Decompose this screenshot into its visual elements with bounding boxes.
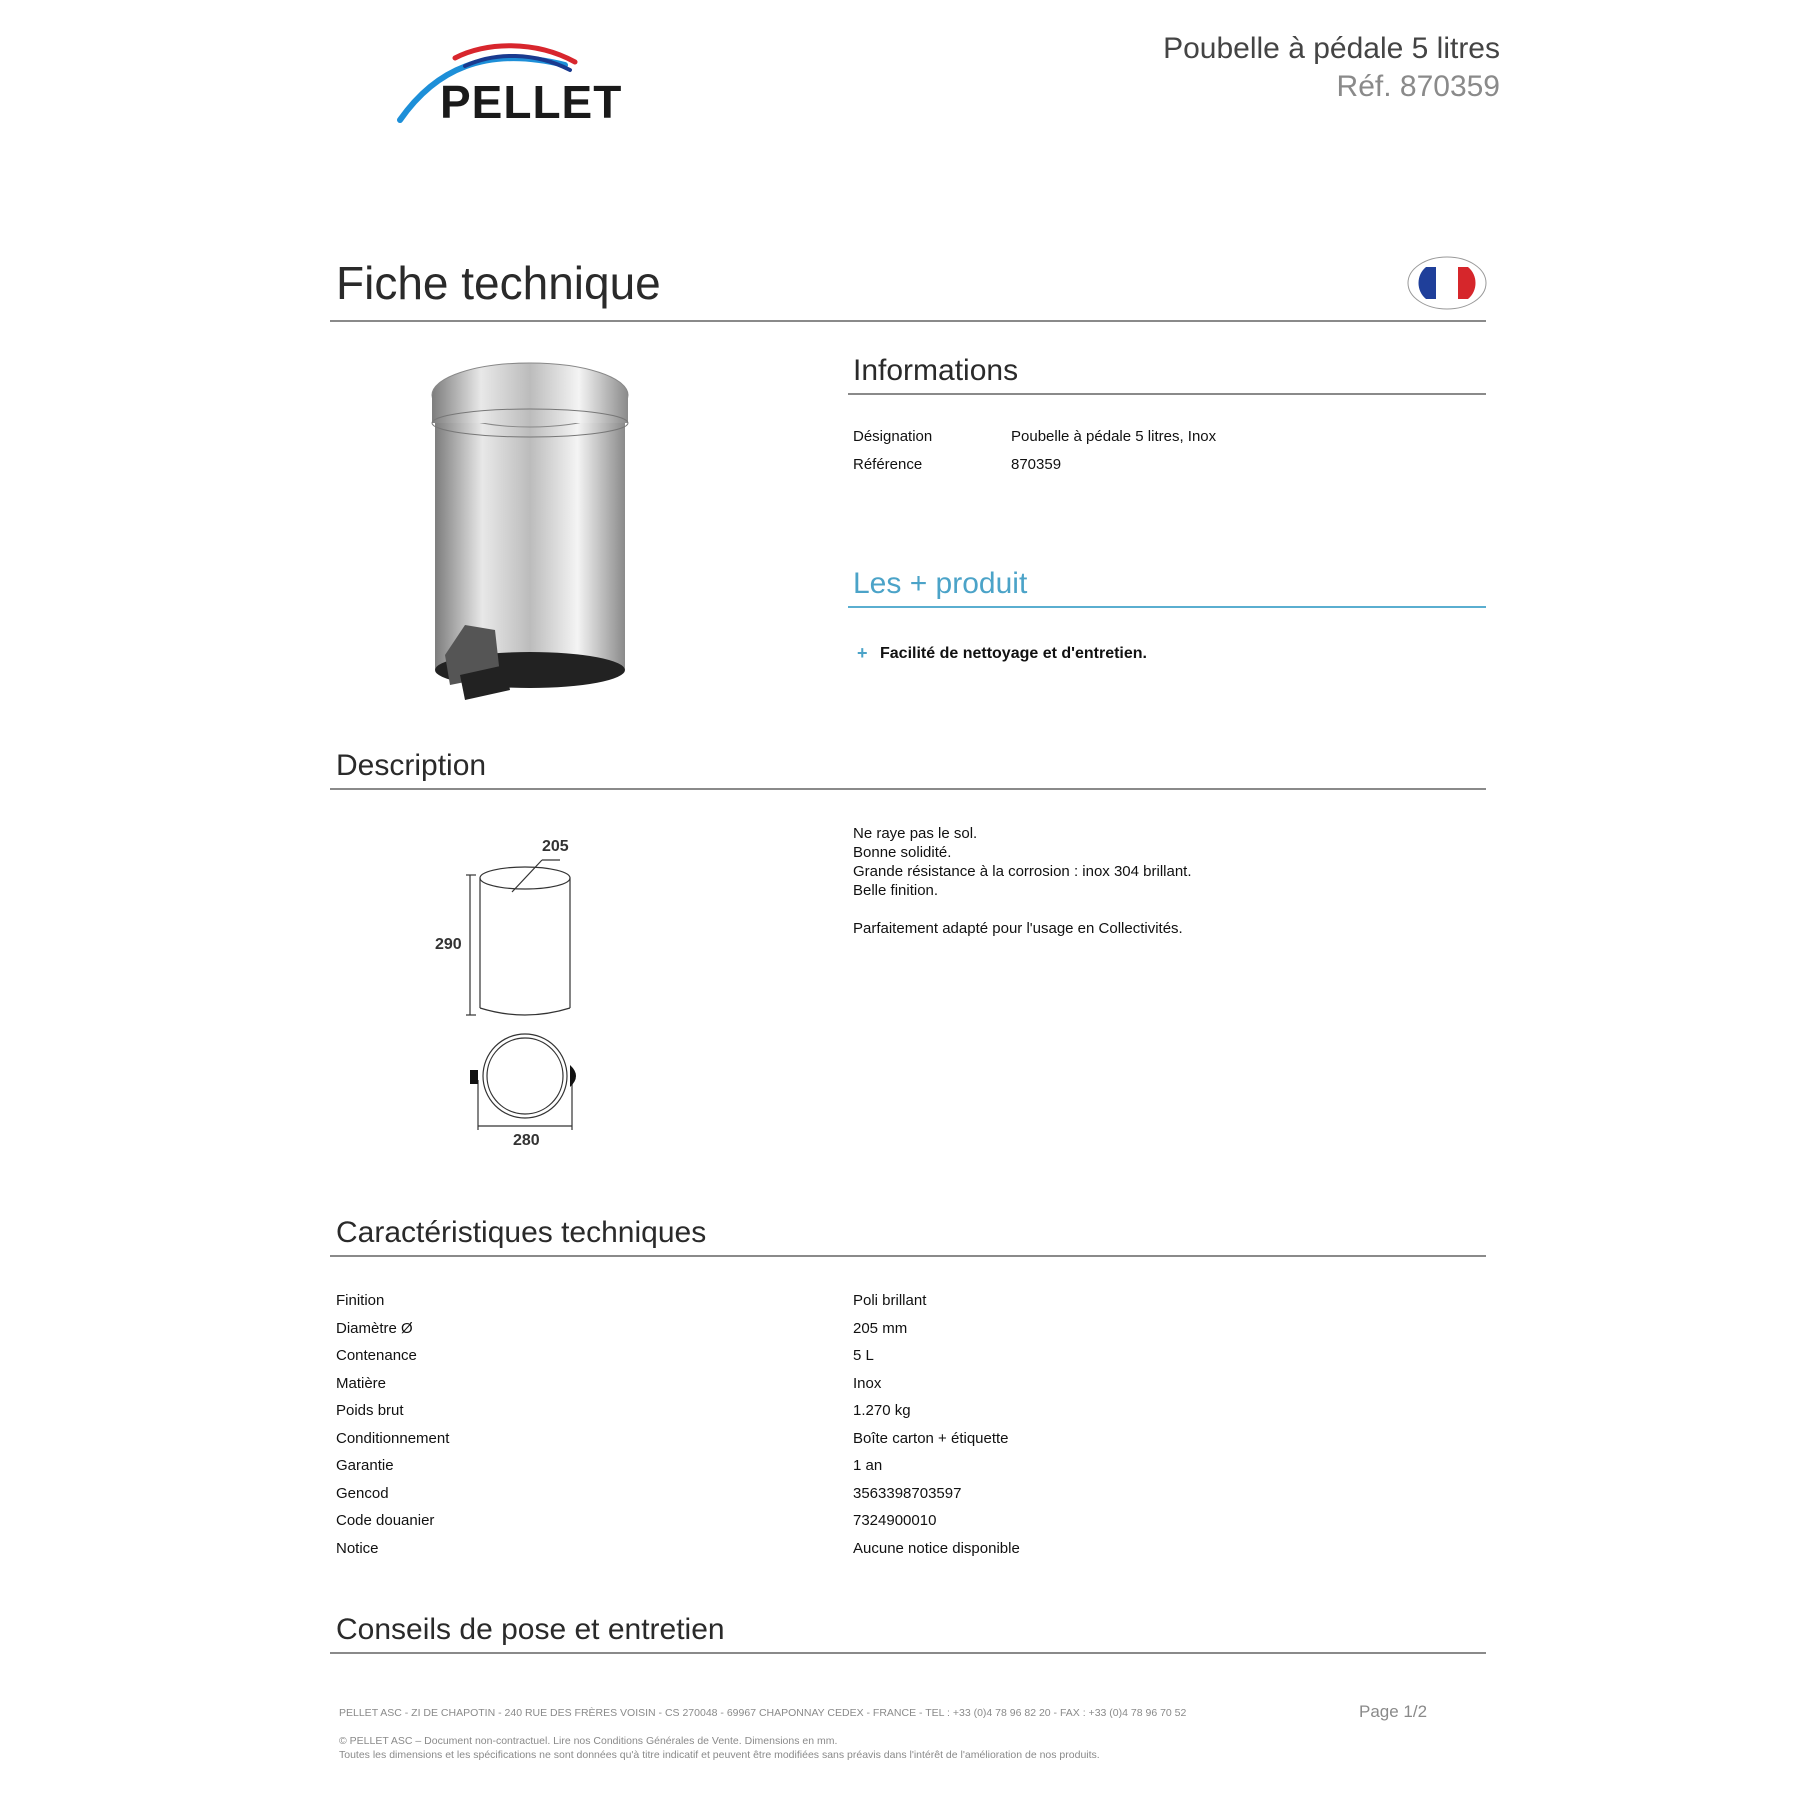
desc-line-spacer [853,900,1473,919]
dim-diameter-label: 205 [542,838,569,855]
pellet-logo [395,40,645,130]
plus-produit-heading: Les + produit [853,567,1028,600]
plus-item: Facilité de nettoyage et d'entretien. [880,645,1147,662]
pedal-bin-icon [420,355,640,700]
fabrication-francaise-badge [1406,255,1488,311]
spec-label: Code douanier [336,1512,435,1529]
desc-line: Ne raye pas le sol. [853,825,978,842]
plus-bullet-icon: + [857,643,868,663]
advice-heading: Conseils de pose et entretien [336,1613,725,1646]
page-number: Page 1/2 [1359,1702,1428,1721]
bin-dimensions-diagram [430,830,600,1150]
spec-value: 1 an [853,1457,883,1474]
product-photo [420,355,640,700]
desc-line: Bonne solidité. [853,844,952,861]
desc-line: Grande résistance à la corrosion : inox 304 brillant. [853,863,1192,880]
footer-legal-1: © PELLET ASC – Document non-contractuel. Lire nos Conditions Générales de Vente. Dimensions en mm. [339,1735,838,1747]
spec-label: Notice [336,1539,379,1557]
advice-divider [330,1652,1486,1654]
spec-value: 7324900010 [853,1512,937,1529]
info-value-designation: Poubelle à pédale 5 litres, Inox [1011,428,1217,445]
footer-legal-2: Toutes les dimensions et les spécifications ne sont données qu'à titre indicatif et peuvent être modifiées sans préavis dans l'intérêt de l'amélioration de nos produits. [339,1749,1100,1761]
description-divider [330,788,1486,790]
footer-address: PELLET ASC - ZI DE CHAPOTIN - 240 RUE DES FRÈRES VOISIN - CS 270048 - 69967 CHAPONNAY CEDEX - FRANCE - TEL : +33 (0)4 78 96 82 20 - FAX : +33 (0)4 78 96 70 52 [339,1707,1187,1719]
informations-divider [848,393,1486,395]
plus-produit-divider [848,606,1486,608]
description-text [853,824,1473,938]
logo-text: PELLET [440,76,623,128]
description-heading: Description [336,749,487,782]
spec-value: Poli brillant [853,1292,927,1309]
spec-label: Conditionnement [336,1429,450,1447]
spec-label: Poids brut [336,1402,404,1419]
page-title: Fiche technique [336,257,661,309]
spec-label: Diamètre Ø [336,1319,413,1337]
spec-value: 205 mm [853,1319,908,1337]
desc-line: Belle finition. [853,882,939,899]
product-title: Poubelle à pédale 5 litres [1163,32,1500,65]
info-value-reference: 870359 [1011,456,1062,473]
spec-value: Inox [853,1374,882,1392]
spec-value: Aucune notice disponible [853,1539,1020,1557]
specs-divider [330,1255,1486,1257]
title-divider [330,320,1486,322]
spec-label: Matière [336,1374,387,1392]
spec-label: Gencod [336,1484,389,1502]
spec-value: Boîte carton + étiquette [853,1429,1009,1447]
spec-label: Finition [336,1292,385,1309]
dim-height-label: 290 [435,936,462,953]
spec-value: 3563398703597 [853,1484,962,1502]
informations-heading: Informations [853,354,1019,387]
info-label-reference: Référence [853,456,923,473]
dimension-drawing [430,830,600,1150]
spec-value: 5 L [853,1347,874,1364]
spec-value: 1.270 kg [853,1402,911,1419]
specs-heading: Caractéristiques techniques [336,1216,707,1249]
spec-label: Garantie [336,1457,394,1474]
dim-width-label: 280 [513,1132,540,1149]
info-label-designation: Désignation [853,428,933,445]
product-reference: Réf. 870359 [1336,70,1500,103]
spec-label: Contenance [336,1347,417,1364]
desc-line: Parfaitement adapté pour l'usage en Collectivités. [853,920,1183,937]
french-flag-badge-icon [1406,255,1488,311]
